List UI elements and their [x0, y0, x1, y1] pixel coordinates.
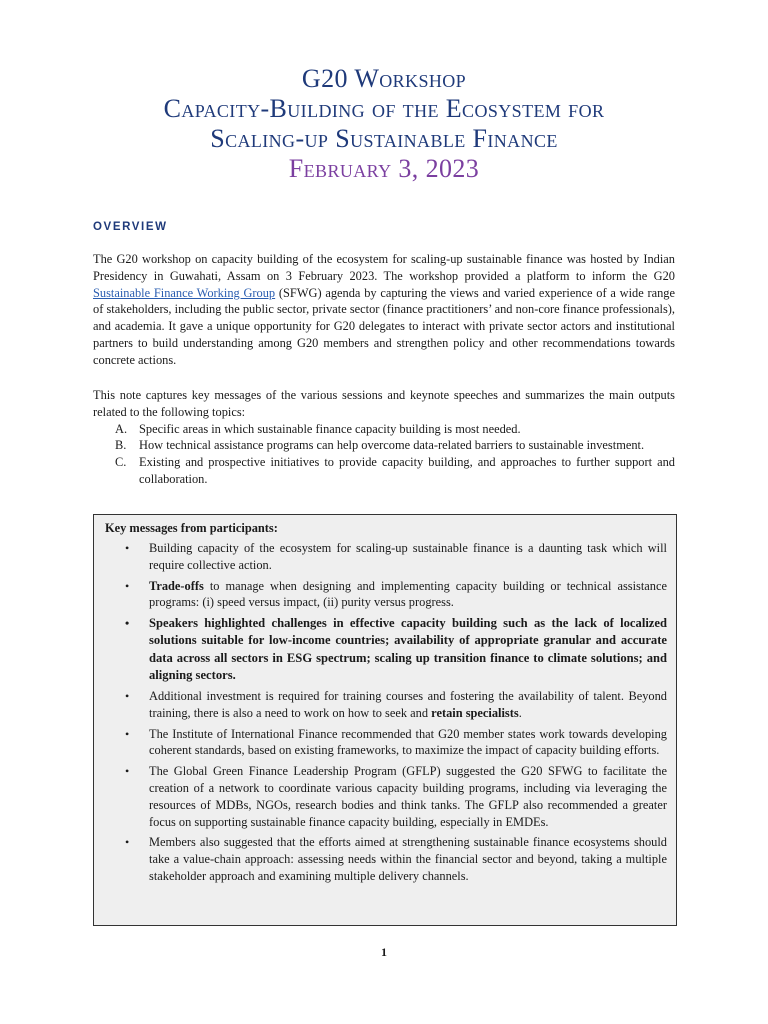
list-letter: C. [115, 455, 127, 470]
title-line-3: Scaling-up Sustainable Finance [210, 124, 558, 153]
key-messages-box [93, 514, 677, 926]
bullet-icon: • [125, 764, 130, 779]
bullet-icon: • [125, 689, 130, 703]
overview-p1-text-a: The G20 workshop on capacity building of the ecosystem for scaling-up sustainable finance was hosted by Indian Presidency in Guwahati, Assam on 3 February 2023. The workshop provided a platform to inform the G20 [93, 252, 675, 283]
list-item [93, 437, 675, 454]
bullet-icon: • [125, 616, 130, 631]
list-item-text: Building capacity of the ecosystem for scaling-up sustainable finance is a daunting task which will require collective action. [149, 541, 667, 572]
bullet-icon: • [125, 578, 130, 593]
list-item-text: Existing and prospective initiatives to provide capacity building, and approaches to further support and collaboration. [139, 455, 675, 486]
list-item [93, 454, 675, 488]
topics-list [93, 421, 675, 488]
list-letter: B. [115, 438, 127, 453]
overview-p2-text: This note captures key messages of the various sessions and keynote speeches and summarizes the main outputs related to the following topics: [93, 388, 675, 419]
overview-p1-text-b: (SFWG) agenda by capturing the views and varied experience of a wide range of stakeholders, including the public sector, private sector (finance practitioners’ and non-core finance professionals), and academia. It gave a unique opportunity for G20 delegates to interact with private sector actors and institutional partners to build understanding among G20 members and strengthen policy and other recommendations towards concrete actions. [93, 285, 675, 367]
list-item [103, 763, 667, 830]
page-number: 1 [381, 945, 387, 959]
list-item [103, 834, 667, 884]
list-letter: A. [115, 421, 128, 436]
list-item-text: Speakers highlighted challenges in effective capacity building such as the lack of localized solutions suitable for low-income countries; availability of appropriate granular and accurate data across all sectors in ESG spectrum; scaling up transition finance to climate solutions; and aligning sectors. [149, 616, 667, 682]
title-line-2: Capacity-Building of the Ecosystem for [163, 94, 605, 123]
overview-heading: OVERVIEW [93, 221, 168, 233]
bullet-icon: • [125, 835, 130, 850]
list-item [103, 578, 667, 612]
key-messages-list [103, 540, 667, 885]
list-item-text: The Institute of International Finance recommended that G20 member states work towards developing coherent standards, based on existing frameworks, to maximize the impact of capacity building efforts. [149, 726, 667, 758]
list-item [103, 726, 667, 760]
list-item-text: to manage when designing and implementing capacity building or technical assistance programs: (i) speed versus impact, (ii) purity versus progress. [149, 578, 667, 610]
key-messages-heading: Key messages from participants: [105, 521, 278, 535]
bullet-icon: • [125, 541, 130, 555]
document-title [93, 64, 675, 184]
list-item-text: . [518, 705, 522, 720]
list-item-bold-text: retain specialists [431, 705, 519, 720]
list-item-bold-text: Trade-offs [149, 578, 204, 593]
list-item [93, 421, 675, 438]
list-item-text: Members also suggested that the efforts aimed at strengthening sustainable finance ecosystems should take a value-chain approach: assessing needs within the financial sector and beyond, taking a multiple stakeholder approach and examining multiple delivery channels. [149, 835, 667, 883]
list-item-text: How technical assistance programs can help overcome data-related barriers to sustainable investment. [139, 438, 645, 453]
sfwg-link[interactable]: Sustainable Finance Working Group [93, 285, 276, 300]
title-line-1: G20 Workshop [301, 64, 467, 93]
list-item [103, 615, 667, 684]
title-date: February 3, 2023 [288, 154, 480, 183]
list-item [103, 540, 667, 574]
overview-paragraph-1 [93, 251, 675, 369]
list-item [103, 688, 667, 722]
list-item-text: Specific areas in which sustainable finance capacity building is most needed. [139, 421, 521, 436]
list-item-text: The Global Green Finance Leadership Program (GFLP) suggested the G20 SFWG to facilitate the creation of a network to coordinate various capacity building programs, including via leveraging the resources of MDBs, NGOs, research bodies and think tanks. The GFLP also recommended a greater focus on supporting sustainable finance capacity building, especially in EMDEs. [149, 764, 667, 829]
list-item-text: Additional investment is required for training courses and fostering the availability of talent. Beyond training, there is also a need to work on how to seek and [149, 689, 667, 720]
overview-paragraph-2 [93, 387, 675, 488]
bullet-icon: • [125, 726, 130, 741]
